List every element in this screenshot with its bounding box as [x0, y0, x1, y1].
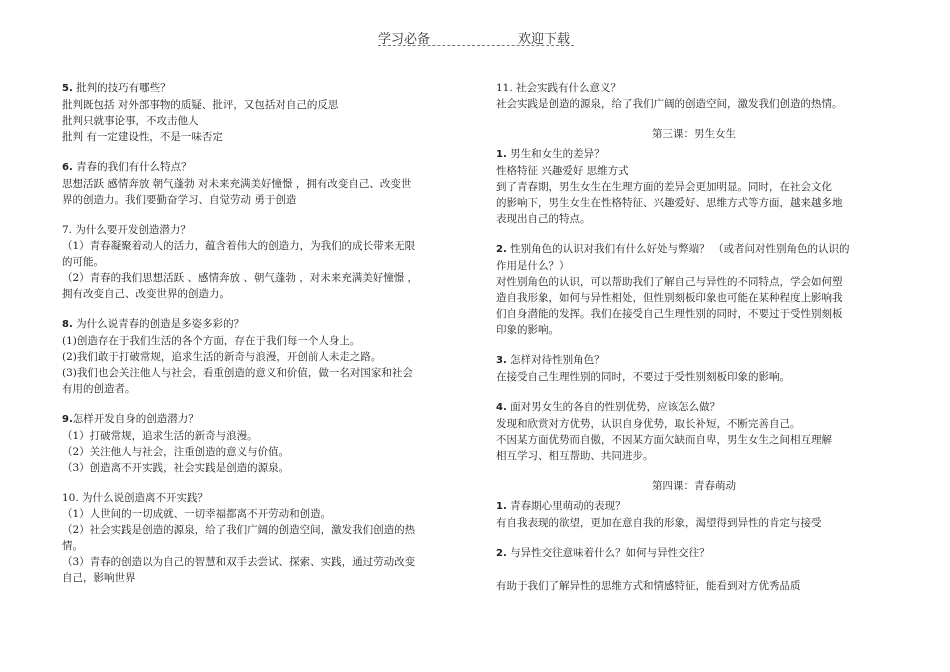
question-heading: [496, 241, 892, 258]
answer-line: （1）人世间的一切成就、一切幸福都离不开劳动和创造。: [62, 508, 332, 520]
section-l3-q1: [496, 146, 892, 227]
question-text: 面对男女生的各自的性别优势，应该怎么做？: [506, 401, 721, 413]
header-left-text: 学习必备: [378, 32, 431, 47]
answer-line: 有自我表现的欲望，更加在意自我的形象，渴望得到异性的肯定与接受: [496, 517, 822, 529]
question-text: 青春期心里萌动的表现？: [506, 500, 626, 512]
answer-line: （2）青春的我们思想活跃 、感情奔放 、朝气蓬勃 ，对未来充满美好憧憬 ，: [62, 272, 419, 284]
answer-line: 批判 有一定建设性，不是一味否定: [62, 131, 223, 143]
answer-line: 的可能。: [62, 256, 104, 268]
question-number: 9.: [62, 414, 73, 425]
answer-line: 有用的创造者。: [62, 383, 136, 395]
question-text: 为什么说青春的创造是多姿多彩的？: [72, 318, 245, 330]
question-heading: [62, 316, 464, 333]
question-heading: [62, 159, 464, 176]
section-q5: [62, 80, 464, 145]
question-heading: [62, 490, 464, 506]
answer-line: （2）关注他人与社会，注重创造的意义与价值。: [62, 446, 290, 458]
answer-line: 到了青春期，男生女生在生理方面的差异会更加明显。同时，在社会文化: [496, 181, 832, 193]
question-heading: [62, 222, 464, 238]
section-l3-q4: [496, 399, 892, 464]
answer-line: 批判只就事论事，不攻击他人: [62, 115, 199, 127]
answer-line: 造自我形象，如何与异性相处，但性别刻板印象也可能在某种程度上影响我: [496, 292, 843, 304]
answer-line: 性格特征 兴趣爱好 思维方式: [496, 165, 629, 177]
answer-line: [496, 562, 892, 578]
question-number: 3.: [496, 355, 507, 366]
answer-line: 相互学习、相互帮助、共同进步。: [496, 450, 654, 462]
question-text: 怎样对待性别角色？: [506, 354, 605, 366]
lesson-3-title: 第三课：男生女生: [652, 128, 736, 140]
answer-line: （3）青春的创造以为自己的智慧和双手去尝试、探索、实践，通过劳动改变: [62, 556, 416, 568]
left-column: [62, 80, 464, 600]
question-heading: [496, 352, 892, 369]
header-right-text: 欢迎下载: [518, 32, 571, 47]
question-heading: [62, 411, 464, 428]
answer-line: 思想活跃 感情奔放 朝气蓬勃 对未来充满美好憧憬 ，拥有改变自己、改变世: [62, 178, 412, 190]
section-q9: [62, 411, 464, 476]
section-q6: [62, 159, 464, 208]
answer-line: 有助于我们了解异性的思维方式和情感特征，能看到对方优秀品质: [496, 580, 801, 592]
answer-line: 自己，影响世界: [62, 572, 136, 584]
answer-line: 们自身潜能的发挥。我们在接受自己生理性别的同时，不要过于受性别刻板: [496, 308, 843, 320]
answer-line: 表现出自己的特点。: [496, 213, 591, 225]
question-text: 青春的我们有什么特点？: [72, 161, 192, 173]
lesson-4-title: 第四课：青春萌动: [652, 480, 736, 492]
answer-line: 不因某方面优势而自傲，不因某方面欠缺而自卑，男生女生之间相互理解: [496, 434, 832, 446]
answer-line: （2）社会实践是创造的源泉，给了我们广阔的创造空间，激发我们创造的热: [62, 524, 416, 536]
answer-line: 作用是什么？）: [496, 260, 570, 272]
answer-line: 界的创造力。我们要勤奋学习、自觉劳动 勇于创造: [62, 194, 297, 206]
section-q8: [62, 316, 464, 397]
question-heading: [496, 545, 892, 562]
question-number: 5.: [62, 83, 73, 94]
answer-line: 印象的影响。: [496, 324, 559, 336]
answer-line: （3）创造离不开实践，社会实践是创造的源泉。: [62, 462, 290, 474]
question-text: 10. 为什么说创造离不开实践？: [62, 492, 209, 504]
question-number: 2.: [496, 244, 507, 255]
answer-line: 拥有改变自己、改变世界的创造力。: [62, 288, 230, 300]
question-text: 与异性交往意味着什么？如何与异性交往？: [506, 547, 710, 559]
question-heading: [62, 80, 464, 97]
section-q7: [62, 222, 464, 302]
question-text: 7. 为什么要开发创造潜力？: [62, 224, 191, 236]
answer-line: （1）青春凝聚着动人的活力，蕴含着伟大的创造力，为我们的成长带来无限: [62, 240, 416, 252]
answer-line: 发现和欣赏对方优势，认识自身优势，取长补短，不断完善自己。: [496, 418, 801, 430]
section-l3-q2: [496, 241, 892, 338]
question-text: 男生和女生的差异？: [506, 148, 605, 160]
header-underline: [378, 45, 574, 46]
section-l4-q1: [496, 498, 892, 531]
question-number: 8.: [62, 319, 73, 330]
answer-line: 情。: [62, 540, 83, 552]
question-number: 1.: [496, 501, 507, 512]
answer-line: 社会实践是创造的源泉，给了我们广阔的创造空间，激发我们创造的热情。: [496, 98, 843, 110]
section-l4-q2: [496, 545, 892, 594]
question-text: 怎样开发自身的创造潜力？: [72, 413, 199, 425]
section-q10: [62, 490, 464, 586]
page-header: [0, 28, 950, 48]
answer-line: (3)我们也会关注他人与社会，看重创造的意义和价值，做一名对国家和社会: [62, 367, 413, 379]
question-number: 2.: [496, 548, 507, 559]
question-number: 1.: [496, 149, 507, 160]
section-q11: [496, 80, 892, 112]
answer-line: 的影响下，男生女生在性格特征、兴趣爱好、思维方式等方面，越来越多地: [496, 197, 843, 209]
question-heading: [496, 498, 892, 515]
section-l3-q3: [496, 352, 892, 385]
question-heading: 11. 社会实践有什么意义？: [496, 82, 622, 94]
question-text: 性别角色的认识对我们有什么好处与弊端？ （或者问对性别角色的认识的: [506, 243, 850, 255]
question-heading: [496, 399, 892, 416]
question-text: 批判的技巧有哪些？: [72, 82, 171, 94]
answer-line: 对性别角色的认识，可以帮助我们了解自己与异性的不同特点，学会如何塑: [496, 276, 843, 288]
question-number: 4.: [496, 402, 507, 413]
answer-line: 在接受自己生理性别的同时，不要过于受性别刻板印象的影响。: [496, 371, 790, 383]
question-heading: [496, 146, 892, 163]
answer-line: (1)创造存在于我们生活的各个方面，存在于我们每一个人身上。: [62, 335, 361, 347]
question-number: 6.: [62, 162, 73, 173]
answer-line: （1）打破常规，追求生活的新奇与浪漫。: [62, 430, 258, 442]
answer-line: 批判既包括 对外部事物的质疑、批评，又包括对自己的反思: [62, 99, 339, 111]
answer-line: (2)我们敢于打破常规，追求生活的新奇与浪漫，开创前人未走之路。: [62, 351, 382, 363]
right-column: [496, 80, 892, 608]
